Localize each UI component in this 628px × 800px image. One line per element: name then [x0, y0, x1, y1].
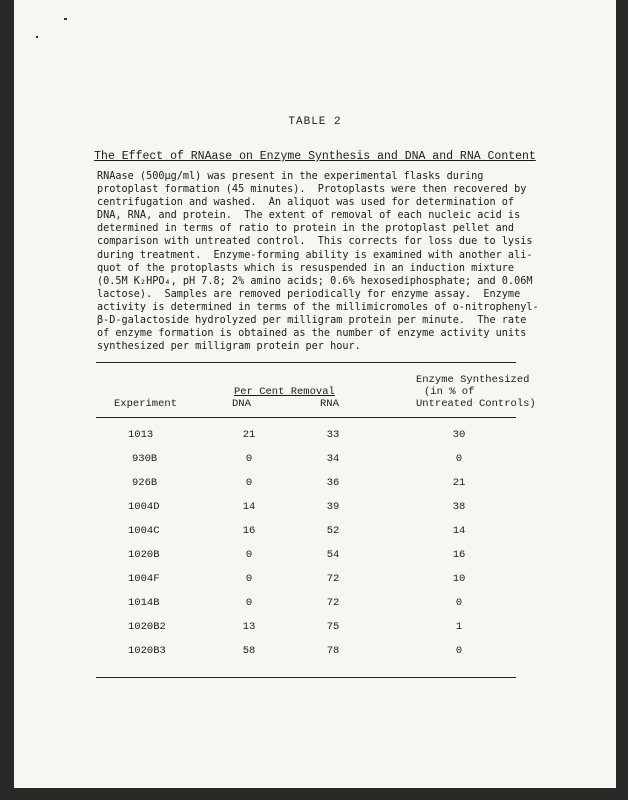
cell-experiment: 1020B	[128, 549, 160, 561]
table-bottom-rule	[96, 677, 516, 678]
cell-rna: 33	[326, 429, 340, 441]
paragraph-line: synthesized per milligram protein per hour.	[97, 341, 361, 353]
paragraph-line: comparison with untreated control. This corrects for loss due to lysis	[97, 236, 533, 248]
cell-rna: 54	[326, 549, 340, 561]
cell-experiment: 926B	[132, 477, 158, 489]
cell-enzyme: 0	[455, 645, 463, 657]
cell-experiment: 1004C	[128, 525, 160, 537]
cell-enzyme: 1	[455, 621, 463, 633]
cell-rna: 34	[326, 453, 340, 465]
paragraph-line: determined in terms of ratio to protein in the protoplast pellet and	[97, 223, 515, 235]
header-enzyme-line1: Enzyme Synthesized	[416, 374, 530, 386]
cell-experiment: 1004F	[128, 573, 160, 585]
header-dna: DNA	[232, 398, 251, 410]
cell-dna: 21	[242, 429, 256, 441]
cell-rna: 72	[326, 573, 340, 585]
header-enzyme-line3: Untreated Controls)	[416, 398, 536, 410]
cell-enzyme: 14	[452, 525, 466, 537]
paragraph-line: quot of the protoplasts which is resuspended in an induction mixture	[97, 262, 515, 274]
cell-dna: 0	[245, 597, 253, 609]
header-enzyme-line2: (in % of	[424, 386, 475, 398]
cell-rna: 75	[326, 621, 340, 633]
cell-experiment: 1014B	[128, 597, 160, 609]
paragraph-line: activity is determined in terms of the millimicromoles of o-nitrophenyl-	[97, 301, 539, 313]
cell-dna: 0	[245, 477, 253, 489]
cell-enzyme: 21	[452, 477, 466, 489]
document-page	[14, 0, 616, 788]
table-header-rule	[96, 417, 516, 418]
cell-dna: 58	[242, 645, 256, 657]
cell-dna: 16	[242, 525, 256, 537]
cell-enzyme: 30	[452, 429, 466, 441]
cell-experiment: 1020B3	[128, 645, 166, 657]
table-subtitle: The Effect of RNAase on Enzyme Synthesis and DNA and RNA Content	[94, 150, 536, 163]
cell-dna: 0	[245, 573, 253, 585]
cell-rna: 36	[326, 477, 340, 489]
paragraph-line: centrifugation and washed. An aliquot was used for determination of	[97, 197, 515, 209]
cell-enzyme: 0	[455, 597, 463, 609]
cell-rna: 52	[326, 525, 340, 537]
paragraph-line: of enzyme formation is obtained as the number of enzyme activity units	[97, 328, 527, 340]
cell-rna: 72	[326, 597, 340, 609]
paragraph-line: β-D-galactoside hydrolyzed per milligram protein per minute. The rate	[97, 315, 527, 327]
paragraph-line: lactose). Samples are removed periodically for enzyme assay. Enzyme	[97, 288, 521, 300]
cell-rna: 39	[326, 501, 340, 513]
cell-dna: 14	[242, 501, 256, 513]
table-top-rule	[96, 362, 516, 363]
cell-experiment: 1013	[128, 429, 154, 441]
cell-enzyme: 0	[455, 453, 463, 465]
cell-experiment: 1020B2	[128, 621, 166, 633]
paragraph-line: protoplast formation (45 minutes). Protoplasts were then recovered by	[97, 184, 527, 196]
scan-speck	[36, 36, 38, 38]
paragraph-line: RNAase (500µg/ml) was present in the experimental flasks during	[97, 171, 484, 182]
cell-enzyme: 10	[452, 573, 466, 585]
cell-experiment: 1004D	[128, 501, 160, 513]
paragraph-line: during treatment. Enzyme-forming ability is examined with another ali-	[97, 249, 533, 261]
header-experiment: Experiment	[114, 398, 178, 410]
cell-enzyme: 16	[452, 549, 466, 561]
cell-dna: 13	[242, 621, 256, 633]
cell-dna: 0	[245, 549, 253, 561]
header-rna: RNA	[320, 398, 339, 410]
header-per-cent-removal: Per Cent Removal	[234, 386, 335, 398]
cell-experiment: 930B	[132, 453, 158, 465]
cell-enzyme: 38	[452, 501, 466, 513]
paragraph-line: DNA, RNA, and protein. The extent of removal of each nucleic acid is	[97, 210, 521, 222]
scan-speck	[64, 18, 67, 20]
paragraph-line: (0.5M K₂HPO₄, pH 7.8; 2% amino acids; 0.6% hexosediphosphate; and 0.06M	[97, 275, 533, 287]
table-title: TABLE 2	[288, 116, 342, 128]
description-paragraph	[97, 170, 539, 353]
cell-dna: 0	[245, 453, 253, 465]
cell-rna: 78	[326, 645, 340, 657]
